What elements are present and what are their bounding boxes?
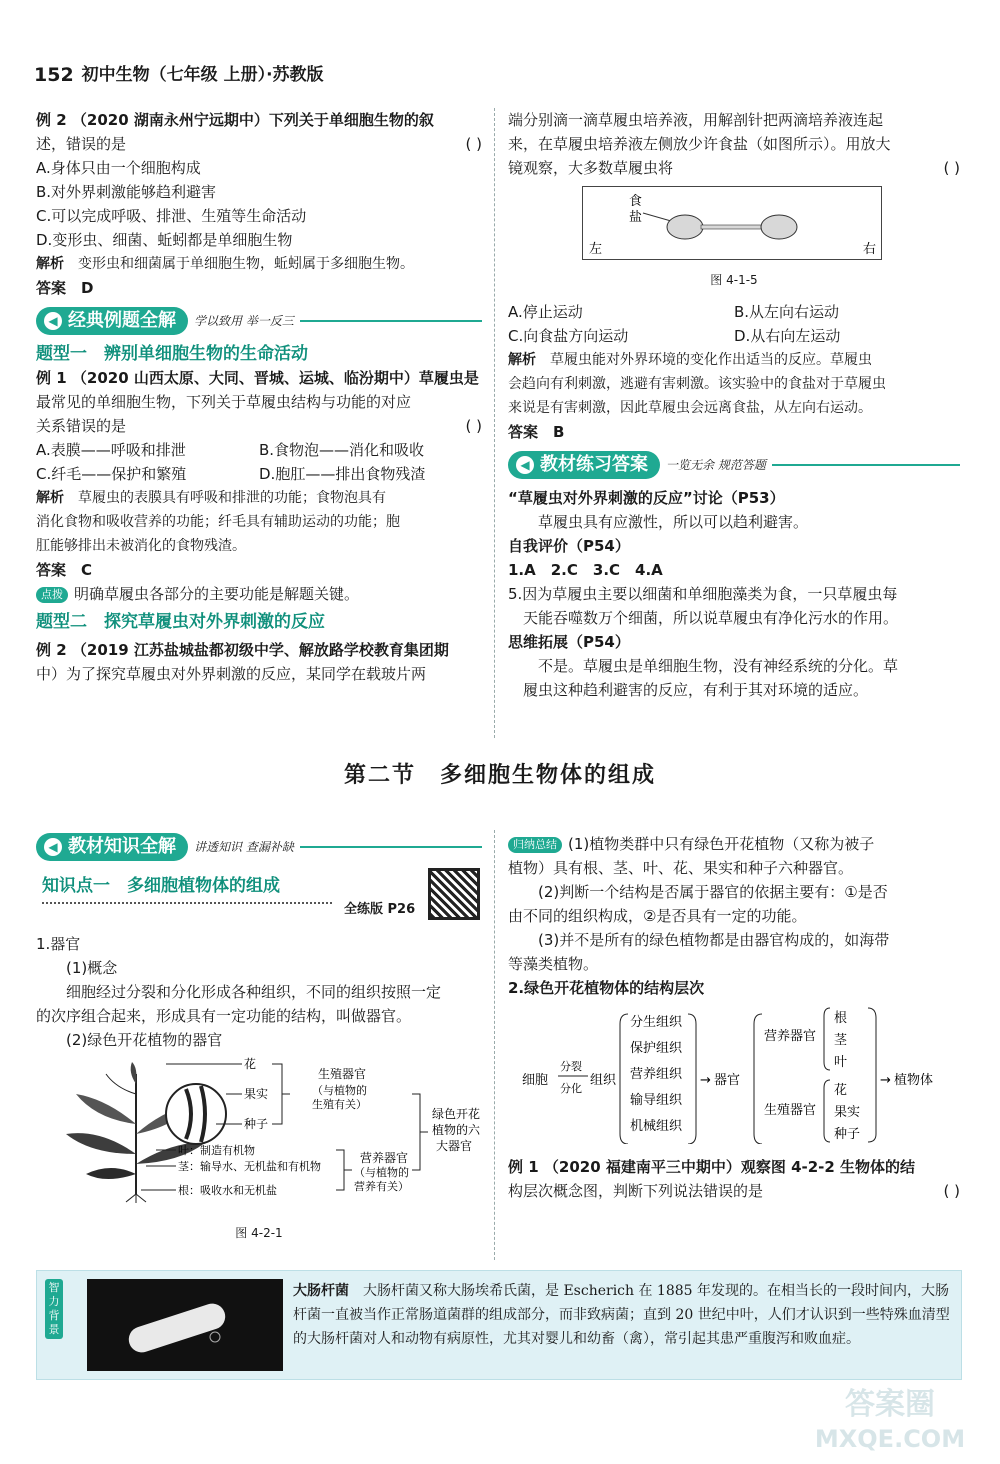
h-split: 分裂: [560, 1060, 582, 1073]
practice-text-2: 1.A 2.C 3.C 4.A: [508, 561, 663, 579]
type1-options-cd: C.纤毛——保护和繁殖 D.胞肛——排出食物残渣: [36, 465, 426, 483]
practice-heading-1: “草履虫对外界刺激的反应”讨论（P53）: [508, 489, 785, 507]
left-column-bottom: [36, 826, 482, 1245]
figure-4-1-5: [582, 186, 882, 260]
ex-r-line2: 构层次概念图，判断下列说法错误的是 ( ): [508, 1182, 960, 1200]
example-2-line: 例 2 （2020 湖南永州宁远期中）下列关于单细胞生物的叙: [36, 111, 434, 129]
repro-label-2: （与植物的: [312, 1084, 367, 1097]
banner-knowledge: ◀ 教材知识全解 讲透知识 查漏补缺: [36, 832, 482, 862]
h-diff: 分化: [560, 1082, 582, 1095]
rt-analysis3: 来说是有害刺激，因此草履虫会远离食盐，从左向右运动。: [508, 400, 872, 416]
watermark: 答案圈 MXQE.COM: [814, 1387, 966, 1453]
rt-options-cd: C.向食盐方向运动 D.从右向左运动: [508, 327, 841, 345]
h-fruit: 果实: [834, 1105, 861, 1120]
left-column-top: [36, 108, 482, 686]
ex-r-line1: 例 1 （2020 福建南平三中期中）观察图 4-2-2 生物体的结: [508, 1158, 916, 1176]
kp1-s1b: (2)绿色开花植物的器官: [66, 1031, 223, 1049]
veg-label-2: （与植物的: [354, 1166, 409, 1179]
svg-text:→: →: [700, 1073, 711, 1088]
type-1-title: 题型一 辨别单细胞生物的生命活动: [36, 344, 308, 364]
h-t4: 输导组织: [630, 1093, 683, 1108]
kp1-s1: 1.器官: [36, 935, 81, 953]
h-leaf: 叶: [834, 1055, 848, 1070]
h-flower: 花: [834, 1083, 848, 1098]
practice-text-3a: 5.因为草履虫主要以细菌和单细胞藻类为食，一只草履虫每: [508, 585, 898, 603]
figure-4-2-1: [36, 1054, 482, 1204]
type2-ex-line2: 中）为了探究草履虫对外界刺激的反应，某同学在载玻片两: [36, 665, 427, 683]
summary-p3b: 等藻类植物。: [508, 955, 599, 973]
summary-p3a: (3)并不是所有的绿色植物都是由器官构成的，如海带: [538, 931, 890, 949]
option-b: B.对外界刺激能够趋利避害: [36, 183, 217, 201]
type-2-title: 题型二 探究草履虫对外界刺激的反应: [36, 612, 325, 632]
repro-label-3: 生殖有关）: [312, 1098, 367, 1111]
six-organs-1: 绿色开花: [432, 1107, 481, 1121]
label-flower: 花: [244, 1057, 257, 1071]
six-organs-2: 植物的六: [432, 1123, 481, 1137]
banner-textbook-answers: ◀ 教材练习答案 一览无余 规范答题: [508, 450, 960, 480]
column-divider: [494, 108, 495, 738]
label-leaf: 叶：制造有机物: [178, 1144, 255, 1157]
type1-analysis1: 解析 草履虫的表膜具有呼吸和排泄的功能；食物泡具有: [36, 490, 386, 506]
fig-salt-label2: 盐: [629, 210, 643, 225]
practice-heading-2: 自我评价（P54）: [508, 537, 630, 555]
practice-text-3b: 天能吞噬数万个细菌，所以说草履虫有净化污水的作用。: [523, 609, 899, 627]
type1-ex-line3: 关系错误的是 ( ): [36, 417, 482, 435]
kp1-s1a: (1)概念: [66, 959, 118, 977]
h-organ: 器官: [714, 1073, 741, 1088]
summary-p1a: 归纳总结 (1)植物类群中只有绿色开花植物（又称为被子: [508, 832, 960, 856]
column-divider-2: [494, 830, 495, 1260]
label-fruit: 果实: [244, 1087, 269, 1101]
rt-analysis2: 会趋向有利刺激，逃避有害刺激。该实验中的食盐对于草履虫: [508, 376, 886, 392]
qr-code-icon[interactable]: [428, 868, 480, 920]
veg-label-3: 营养有关）: [354, 1180, 409, 1193]
kp1-title: 知识点一 多细胞植物体的组成: [42, 876, 280, 896]
h-stem: 茎: [834, 1033, 848, 1048]
h-root: 根: [834, 1011, 848, 1026]
megaphone-icon: ◀: [516, 456, 534, 474]
section-title: 第二节 多细胞生物体的组成: [343, 763, 656, 788]
rt-options-ab: A.停止运动 B.从左向右运动: [508, 303, 840, 321]
type1-analysis3: 肛能够排出未被消化的食物残渣。: [36, 538, 246, 554]
h-repro: 生殖器官: [764, 1103, 817, 1118]
bottom-text: 大肠杆菌 大肠杆菌又称大肠埃希氏菌，是 Escherich 在 1885 年发现的。在相当长的一段时间内，大肠杆菌一直被当作正常肠道菌群的组成部分，而非致病菌；直到 20 世纪中叶，人们才认识到一些特殊血清型的大肠杆菌对人和动物有病原性，尤其对婴儿和幼畜（禽），常引起其患严重腹泻和败血症。: [293, 1283, 950, 1347]
h-t1: 分生组织: [630, 1015, 683, 1030]
type1-tip: 点拨 明确草履虫各部分的主要功能是解题关键。: [36, 582, 482, 606]
intelligence-background-box: [36, 1270, 962, 1380]
book-title: 初中生物（七年级 上册）·苏教版: [81, 65, 324, 85]
summary-p2b: 由不同的组织构成，②是否具有一定的功能。: [508, 907, 807, 925]
type1-ex-line2: 最常见的单细胞生物，下列关于草履虫结构与功能的对应: [36, 393, 412, 411]
h-t3: 营养组织: [630, 1067, 683, 1082]
structure-hierarchy-diagram: [508, 1004, 960, 1144]
label-stem: 茎：输导水、无机盐和有机物: [178, 1160, 321, 1173]
option-a: A.身体只由一个细胞构成: [36, 159, 201, 177]
page-number: 152: [34, 64, 74, 86]
fig-left-label: 左: [589, 242, 603, 257]
label-seed: 种子: [244, 1117, 269, 1131]
practice-heading-3: 思维拓展（P54）: [508, 633, 630, 651]
fig-caption: 图 4-1-5: [710, 273, 758, 287]
type2-ex-line1: 例 2 （2019 江苏盐城盐都初级中学、解放路学校教育集团期: [36, 641, 449, 659]
fig-right-label: 右: [863, 242, 877, 257]
fig-salt-label: 食: [629, 194, 643, 209]
ecoli-photo: [87, 1279, 283, 1371]
practice-text-4a: 不是。草履虫是单细胞生物，没有神经系统的分化。草: [538, 657, 899, 675]
practice-text-4b: 履虫这种趋利避害的反应，有利于其对环境的适应。: [523, 681, 869, 699]
h-tissue: 组织: [590, 1073, 617, 1088]
h-t5: 机械组织: [630, 1119, 683, 1134]
six-organs-3: 大器官: [436, 1139, 473, 1153]
salt-slide-diagram: [583, 187, 883, 261]
practice-text-1: 草履虫具有应激性，所以可以趋利避害。: [538, 513, 809, 531]
rt-answer: 答案 B: [508, 423, 565, 441]
rt-line3: 镜观察，大多数草履虫将 ( ): [508, 159, 960, 177]
h-seed: 种子: [834, 1127, 861, 1142]
analysis: 解析 变形虫和细菌属于单细胞生物，蚯蚓属于多细胞生物。: [36, 256, 414, 272]
bottom-tag: 智力背景: [45, 1279, 63, 1339]
fig421-caption: 图 4-2-1: [235, 1226, 283, 1240]
megaphone-icon: ◀: [44, 838, 62, 856]
rt-line2: 来，在草履虫培养液左侧放少许食盐（如图所示）。用放大: [508, 135, 891, 153]
h-veg: 营养器官: [764, 1029, 817, 1044]
page-header: [34, 62, 324, 88]
summary-h2: 2.绿色开花植物体的结构层次: [508, 979, 705, 997]
answer: 答案 D: [36, 279, 94, 297]
right-column-top: [508, 108, 960, 702]
fruit-closeup: [166, 1084, 226, 1144]
type1-answer: 答案 C: [36, 561, 93, 579]
banner-classic-examples: ◀ 经典例题全解 学以致用 举一反三: [36, 306, 482, 336]
kp1-header: [36, 868, 482, 924]
summary-p1b: 植物）具有根、茎、叶、花、果实和种子六种器官。: [508, 859, 854, 877]
h-t2: 保护组织: [630, 1041, 683, 1056]
label-root: 根：吸收水和无机盐: [178, 1184, 277, 1197]
rt-analysis1: 解析 草履虫能对外界环境的变化作出适当的反应。草履虫: [508, 352, 872, 368]
repro-label-1: 生殖器官: [318, 1067, 367, 1081]
type1-analysis2: 消化食物和吸收营养的功能；纤毛具有辅助运动的功能；胞: [36, 514, 400, 530]
option-c: C.可以完成呼吸、排泄、生殖等生命活动: [36, 207, 307, 225]
rt-line1: 端分别滴一滴草履虫培养液，用解剖针把两滴培养液连起: [508, 111, 884, 129]
h-cell: 细胞: [522, 1073, 549, 1088]
example-2-line2: 述，错误的是 ( ): [36, 135, 482, 153]
summary-p2a: (2)判断一个结构是否属于器官的依据主要有：①是否: [538, 883, 888, 901]
veg-label-1: 营养器官: [360, 1151, 409, 1165]
type1-options-ab: A.表膜——呼吸和排泄 B.食物泡——消化和吸收: [36, 441, 425, 459]
kp1-ref: 全练版 P26: [344, 902, 416, 917]
right-column-bottom: [508, 832, 960, 1203]
h-plant: 植物体: [894, 1073, 934, 1088]
kp1-c2: 的次序组合起来，形成具有一定功能的结构，叫做器官。: [36, 1007, 412, 1025]
kp1-c1: 细胞经过分裂和分化形成各种组织，不同的组织按照一定: [66, 983, 442, 1001]
svg-text:→: →: [880, 1073, 891, 1088]
type1-ex-line1: 例 1 （2020 山西太原、大同、晋城、运城、临汾期中）草履虫是: [36, 369, 479, 387]
megaphone-icon: ◀: [44, 312, 62, 330]
option-d: D.变形虫、细菌、蚯蚓都是单细胞生物: [36, 231, 293, 249]
